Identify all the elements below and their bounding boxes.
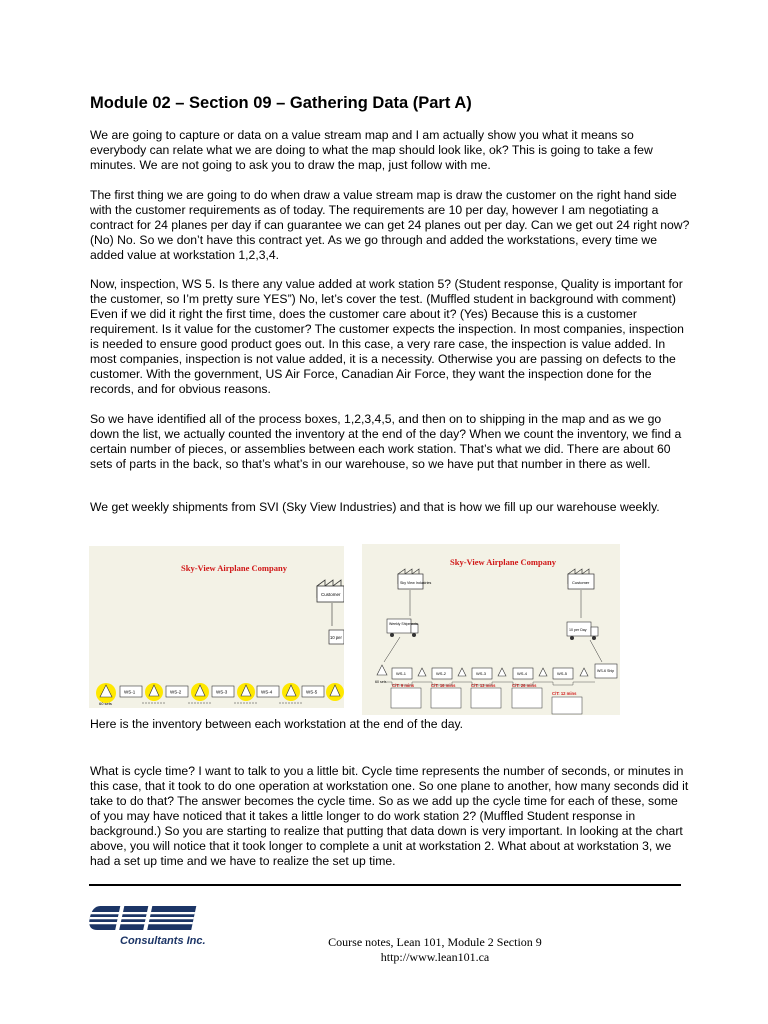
cycle-time-5: C/T: 12 mins [552,691,577,696]
customer-label: Customer [572,580,590,585]
demand-box [329,630,344,644]
value-stream-map-left [89,546,344,708]
ws-box-4 [257,686,279,697]
cycle-time-3: C/T: 13 mins [471,683,496,688]
customer-factory-icon [317,580,344,602]
demand-label: 10 per Day [569,628,587,632]
ws-box-5 [302,686,324,697]
ws-label-4: WS-4 [261,689,273,695]
cycle-time-4: C/T: 26 mins [512,683,537,688]
paragraph-customer: The first thing we are going to do when draw a value stream map is draw the customer on the right hand side with the customer requirements as of today. The requirements are 10 per day, however I am negotiating a contract for 24 planes per day if can guarantee we can get 24 planes out per day. Can we get out 24 right now? (No) No. So we don’t have this contract yet. As we go through and added the workstations, every time we added value at workstation 1,2,3,4. [90,188,690,262]
footer-course-notes: Course notes, Lean 101, Module 2 Section 9 [328,935,542,949]
ws-label-5: WS-5 [306,689,318,695]
paragraph-inspection: Now, inspection, WS 5. Is there any value added at work station 5? (Student response, Quality is important for the customer, so I’m pretty sure YES”) No, let’s cover the test. (Muffled student in background with comment) Even if we did it right the first time, does the customer care about it? (Yes) Because this is a customer requirement. Is it value for the customer? The customer expects the inspection. In most companies, inspection is needed to ensure good product goes out. In this case, a very rare case, the inspection is value added. In most companies, inspection is not value added, it is a necessity. Otherwise you are passing on defects to the customer. With the government, US Air Force, Canadian Air Force, they want the inspection done for the records, and for obvious reasons. [90,277,684,396]
footer-url-link[interactable]: http://www.lean101.ca [380,950,490,964]
customer-label: Customer [321,592,341,597]
weekly-label: Weekly Shipments [389,622,418,626]
start-inventory-icon [96,683,116,706]
ws-label-5: WS-5 [557,671,567,676]
value-stream-map-right [362,544,620,715]
ws-box-6 [595,664,617,678]
paragraph-shipments: We get weekly shipments from SVI (Sky View Industries) and that is how we fill up our warehouse weekly. [90,500,660,514]
ws-label-4: WS-4 [517,671,527,676]
demand-truck-icon [567,622,598,640]
vsm-left-drawing [89,546,344,708]
ship-arrow [590,640,602,662]
ws-box-2 [166,686,188,697]
ws-box-1 [120,686,142,697]
ws-box-4 [513,668,533,679]
supply-arrow [384,637,400,662]
start-inventory-icon [375,665,387,684]
data-box-5 [552,691,582,714]
inventory-triangle-3 [237,683,255,701]
diagram-title: Sky-View Airplane Company [181,563,287,573]
vsm-right-drawing [362,544,620,715]
ws-label-2: WS-2 [436,671,446,676]
supplier-label: Sky View Industries [400,581,432,585]
data-box-1 [391,683,421,708]
ws-box-3 [212,686,234,697]
cycle-time-2: C/T: 16 mins [431,683,456,688]
ws-box-5 [553,668,573,679]
inventory-triangle-1 [145,683,163,701]
cycle-time-1: C/T: 9 mins [392,683,415,688]
data-box-3 [471,683,501,708]
start-inventory-label: 60 sets [375,680,387,684]
diagram-title: Sky-View Airplane Company [450,557,556,567]
diagram-caption: Here is the inventory between each workstation at the end of the day. [90,717,464,731]
paragraph-intro: We are going to capture or data on a value stream map and I am actually show you what it means so everybody can relate what we are doing to what the map should look like, ok? This is going to take a few minutes. We are not going to ask you to draw the map, just follow with me. [90,128,653,172]
ws-box-2 [432,668,452,679]
ws-label-1: WS-1 [396,671,406,676]
logo-subtitle: Consultants Inc. [120,935,206,947]
ws-label-1: WS-1 [124,689,136,695]
ws-label-3: WS-3 [216,689,228,695]
ws-label-6: WS-6 Ship [597,669,615,673]
customer-factory-icon [568,569,594,589]
start-inventory-label: 60 sets [99,701,112,706]
data-box-2 [431,683,461,708]
supplier-factory-icon [398,569,431,589]
demand-label: 10 per [330,635,342,640]
ws-box-3 [472,668,492,679]
data-box-4 [512,683,542,708]
ws-box-1 [392,668,412,679]
inventory-triangle-2 [191,683,209,701]
inventory-triangle-5 [326,683,344,701]
ws-label-2: WS-2 [170,689,182,695]
page-title: Module 02 – Section 09 – Gathering Data (Part A) [90,94,472,112]
paragraph-inventory: So we have identified all of the process boxes, 1,2,3,4,5, and then on to shipping in the map and as we go down the list, we actually counted the inventory at the end of the day? When we count the inventory, we find a certain number of pieces, or assemblies between each work station. That’s what we did. There are about 60 sets of parts in the back, so that’s what’s in our warehouse, so we have put that number in there as well. [90,412,682,471]
inventory-triangle-4 [282,683,300,701]
footer-divider [89,884,681,886]
ws-label-3: WS-3 [476,671,486,676]
paragraph-cycle-time: What is cycle time? I want to talk to you a little bit. Cycle time represents the number of seconds, or minutes in this case, that it took to do one operation at workstation one. So one plane to another, how many seconds did it take to do that? The answer becomes the cycle time. So as we add up the cycle time for each of these, some of you may have noticed that it takes a little longer to do work station 2? (Muffled Student response in background.) So you are starting to realize that putting that data down is very important. In looking at the chart above, you will notice that it took longer to complete a unit at workstation 2. What about at workstation 3, we had a set up time and we have to realize the set up time. [90,764,689,868]
weekly-shipments-truck-icon [387,619,418,637]
